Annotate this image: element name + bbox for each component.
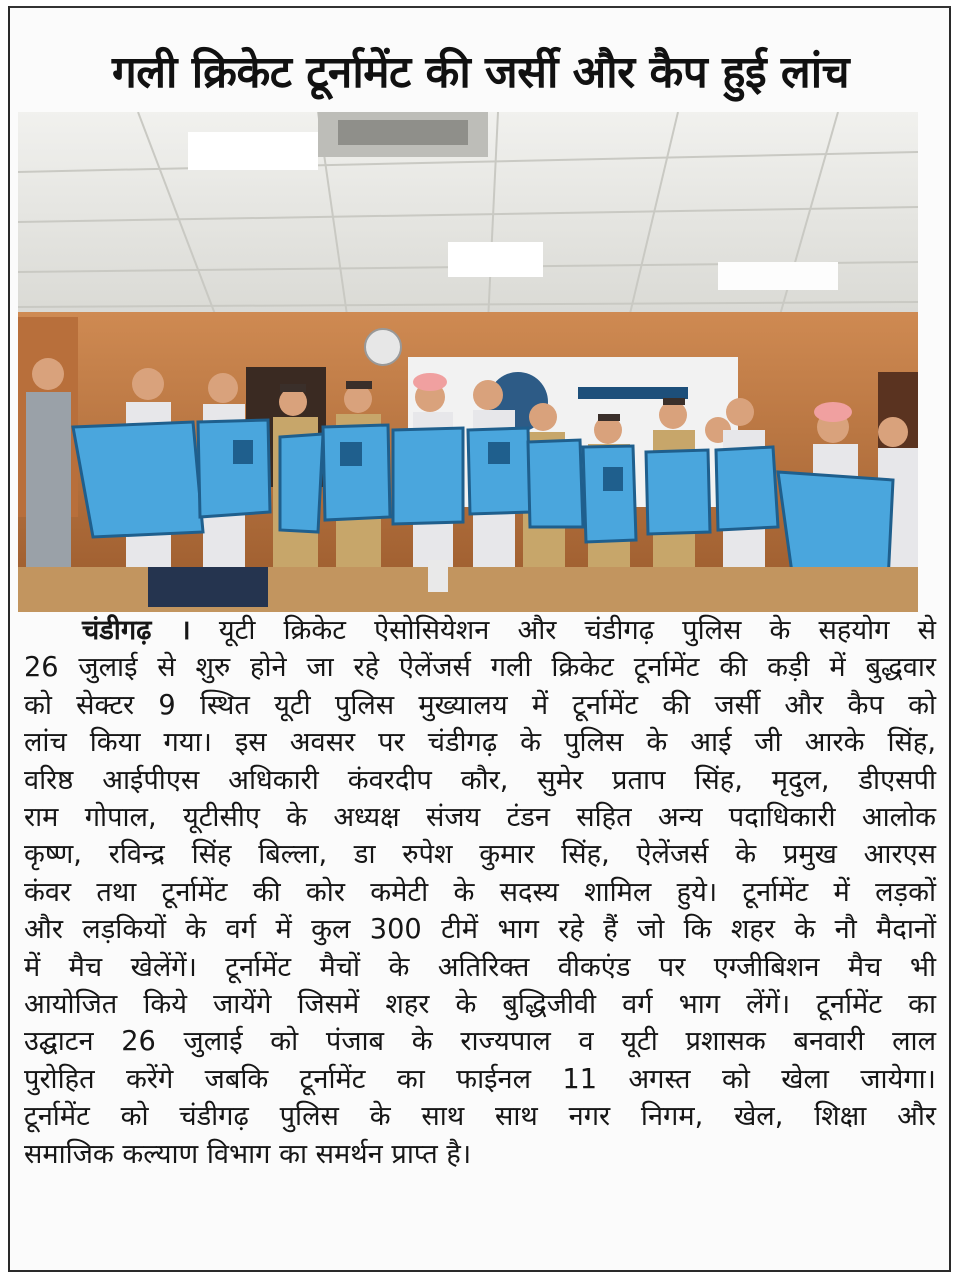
body-line: कंवर तथा टूर्नामेंट की कोर कमेटी के सदस्य शामिल हुये। टूर्नामेंट में लड़कों: [24, 876, 936, 908]
body-line: उद्घाटन 26 जुलाई को पंजाब के राज्यपाल व यूटी प्रशासक बनवारी लाल: [24, 1026, 936, 1058]
body-line: वरिष्ठ आईपीएस अधिकारी कंवरदीप कौर, सुमेर प्रताप सिंह, मृदुल, डीएसपी: [24, 764, 936, 796]
body-line: [24, 612, 936, 649]
group-photo-icon: [18, 112, 918, 612]
body-line-text: यूटी क्रिकेट ऐसोसियेशन और चंडीगढ़ पुलिस के सहयोग से: [218, 615, 936, 646]
article-body: [24, 612, 936, 1173]
body-line: पुरोहित करेंगे जबकि टूर्नामेंट का फाईनल 11 अगस्त को खेला जायेगा।: [24, 1063, 936, 1095]
dateline: चंडीगढ़ ।: [82, 615, 191, 646]
body-line: कृष्ण, रविन्द्र सिंह बिल्ला, डा रुपेश कुमार सिंह, ऐलेंजर्स के प्रमुख आरएस: [24, 839, 936, 871]
body-line: लांच किया गया। इस अवसर पर चंडीगढ़ के पुलिस के आई जी आरके सिंह,: [24, 727, 936, 759]
top-rule: [10, 6, 951, 8]
body-line: 26 जुलाई से शुरु होने जा रहे ऐलेंजर्स गली क्रिकेट टूर्नामेंट की कड़ी में बुद्धवार: [24, 652, 936, 684]
body-line: में मैच खेलेंगें। टूर्नामेंट मैचों के अतिरिक्त वीकएंड पर एग्जीबिशन मैच भी: [24, 951, 936, 983]
body-line: राम गोपाल, यूटीसीए के अध्यक्ष संजय टंडन सहित अन्य पदाधिकारी आलोक: [24, 802, 936, 834]
body-line: आयोजित किये जायेंगे जिसमें शहर के बुद्धिजीवी वर्ग भाग लेंगें। टूर्नामेंट का: [24, 989, 936, 1021]
body-line: को सेक्टर 9 स्थित यूटी पुलिस मुख्यालय में टूर्नामेंट की जर्सी और कैप को: [24, 689, 936, 721]
body-line: टूर्नामेंट को चंडीगढ़ पुलिस के साथ साथ नगर निगम, खेल, शिक्षा और: [24, 1101, 936, 1133]
body-line: और लड़कियों के वर्ग में कुल 300 टीमें भाग रहे हैं जो कि शहर के नौ मैदानों: [24, 914, 936, 946]
article-headline: गली क्रिकेट टूर्नामेंट की जर्सी और कैप हुई लांच: [111, 47, 850, 98]
article-photo: [18, 112, 918, 612]
body-line: समाजिक कल्याण विभाग का समर्थन प्राप्त है।: [24, 1138, 472, 1170]
